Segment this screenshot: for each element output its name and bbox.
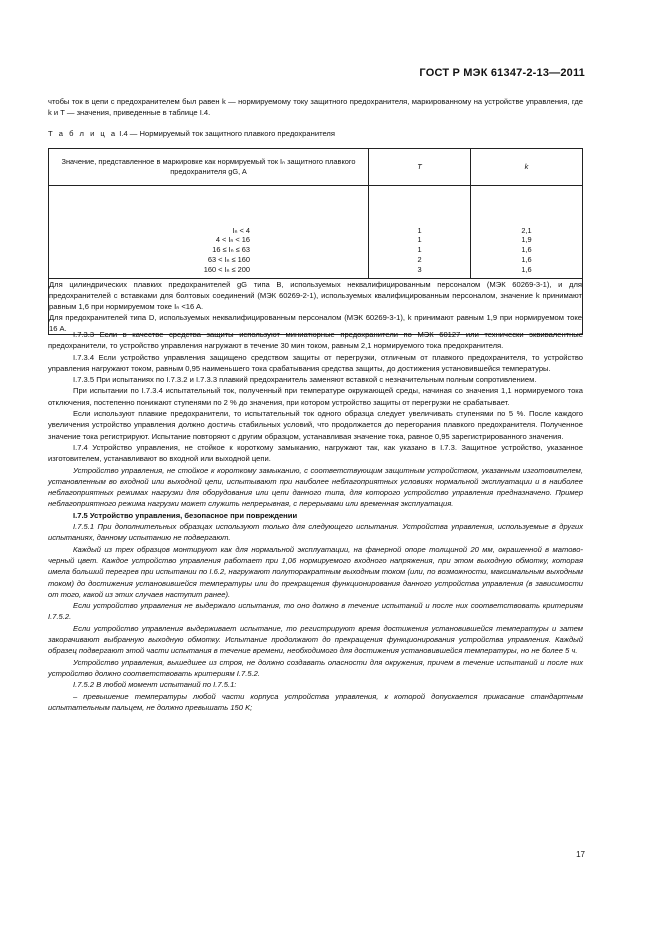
col-header-rated-current: Значение, представленное в маркировке как нормируемый ток Iₙ защитного плавкого предохранителя gG, A [49, 149, 369, 186]
paragraph-i752: I.7.5.2 В любой момент испытаний по I.7.5.1: [73, 680, 237, 690]
col-header-t-text: T [417, 162, 422, 171]
table-cell-t: 1 [417, 245, 422, 255]
paragraph-test-current: При испытании по I.7.3.4 испытательный ток, полученный при температуре окружающей среды, начиная со значения 1,1 нормируемого тока отключения, постепенно понижают ступенями по 2 % до значения, при котором устройство защиты от перегрузки не срабатывает. [48, 386, 583, 407]
paragraph-i734: I.7.3.4 Если устройство управления защищено средством защиты от перегрузки, отличным от плавкого предохранителя, то устройство управления нагружают током, равным 0,95 наименьшего тока срабатывания средства защиты, до достижения установившейся температуры. [48, 352, 583, 373]
table-values-row [49, 186, 583, 279]
paragraph-fuses: Если используют плавкие предохранители, то испытательный ток одного образца следует увеличивать ступенями по 5 %. После каждого увеличения устройство управления должно достичь стабильных условий, что продолжается до перегорания плавкого предохранителя. Полученное значение тока регистрируют. Испытание повторяют с другим образцом, устанавливая значение тока, равное 0,95 зарегистрированного значения. [48, 409, 583, 441]
fuse-current-table [48, 148, 583, 335]
t-column [369, 186, 471, 279]
table-caption-prefix: Т а б л и ц а [48, 129, 118, 138]
table-notes-row [49, 279, 583, 335]
paragraph-i733: I.7.3.3 Если в качестве средства защиты используют миниатюрные предохранители по МЭК 60127 или технически эквивалентные предохранители, то устройство управления нагружают в течение 30 мин током, равным 2,1 нормируемого тока предохранителя. [48, 330, 583, 351]
table-cell-k: 1,6 [521, 254, 532, 264]
table-caption-title: I.4 — Нормируемый ток защитного плавкого предохранителя [117, 129, 335, 138]
table-note-2: Для предохранителей типа D, используемых неквалифицированным персоналом (МЭК 60269-3-1), k принимают равным 1,9 при нормируемом токе 16 A. [49, 313, 582, 333]
section-heading-i75: I.7.5 Устройство управления, безопасное при повреждении [73, 510, 298, 520]
table-note-1: Для цилиндрических плавких предохранителей gG типа B, используемых неквалифицированным персоналом (МЭК 60269-3-1), и для предохранителей с вставками для болтовых соединений (МЭК 60269-2-1), используемых квалифицированным персоналом, значение k принимают равным 1,6 при нормируемом токе Iₙ <16 A. [49, 280, 582, 311]
table-cell-t: 2 [417, 254, 422, 264]
table-cell-k: 1,6 [521, 264, 532, 274]
col-header-k [471, 149, 583, 186]
paragraph-temperature-rise: – превышение температуры любой части корпуса устройства управления, к которой допускается прикасание стандартным испытательным пальцем, не должно превышать 150 K; [48, 691, 583, 712]
paragraph-failed: Если устройство управления не выдержало испытания, то оно должно в течение испытаний и после них соответствовать критериям I.7.5.2. [48, 601, 583, 622]
table-notes [49, 279, 583, 335]
document-header: ГОСТ Р МЭК 61347-2-13—2011 [419, 67, 585, 79]
table-cell-range: 63 < Iₙ ≤ 160 [207, 254, 250, 264]
table-cell-range: Iₙ < 4 [232, 225, 250, 235]
paragraph-i74: I.7.4 Устройство управления, не стойкое к короткому замыканию, нагружают так, как указано в I.7.3. Защитное устройство, указанное изготовителем, устанавливают во входной или выходной цепи. [48, 442, 583, 464]
intro-text: чтобы ток в цепи с предохранителем был равен k — нормируемому току защитного предохранителя, маркированному на устройстве управления, где k и T — значения, приведенные в таблице I.4. [48, 97, 583, 118]
table-caption [48, 129, 335, 138]
table-cell-range: 4 < Iₙ < 16 [215, 235, 250, 245]
paragraph-i751: I.7.5.1 При дополнительных образцах используют только для следующего испытания. Устройства управления, используемые в других испытаниях, данному испытанию не подвергают. [48, 522, 583, 543]
paragraph-out-of-order: Устройство управления, вышедшее из строя, не должно создавать опасности для окружения, причем в течение испытаний и после них устройство должно соответствовать критериям I.7.5.2. [48, 657, 583, 678]
table-cell-range: 160 < Iₙ ≤ 200 [203, 264, 250, 274]
table-cell-range: 16 ≤ Iₙ ≤ 63 [212, 245, 250, 255]
paragraph-passed: Если устройство управления выдерживает испытание, то регистрируют время достижения установившейся температуры и затем закорачивают выбранную выходную обмотку. Испытание продолжают до прекращения функционирования устройства управления. Каждый образец подвергают этой части испытания в течение времени, необходимого для достижения установившейся температуры, но не более 5 ч. [48, 623, 583, 656]
table-cell-t: 1 [417, 235, 422, 245]
intro-paragraph [48, 96, 583, 119]
paragraph-i735: I.7.3.5 При испытаниях по I.7.3.2 и I.7.3.3 плавкий предохранитель заменяют вставкой с незначительным полным сопротивлением. [73, 375, 537, 385]
table-cell-k: 1,9 [521, 235, 532, 245]
table-cell-t: 1 [417, 225, 422, 235]
body-text [48, 329, 583, 713]
table-header-row [49, 149, 583, 186]
table-cell-k: 2,1 [521, 225, 532, 235]
paragraph-short-circuit: Устройство управления, не стойкое к короткому замыканию, с соответствующим защитным устройством, указанным изготовителем, установленным во входной или выходной цепи, испытывают при наиболее неблагоприятных условиях нормальной эксплуатации и в наиболее неблагоприятных режимах нагрузки для оборудования или цепи данного типа, для которого устройство управления предназначено. Пример неблагоприятного режима нагрузки может служить непрерывная, с перерывами или временная эксплуатация. [48, 465, 583, 509]
paragraph-three-samples: Каждый из трех образцов монтируют как для нормальной эксплуатации, на фанерной опоре толщиной 20 мм, окрашенной в матово-черный цвет. Каждое устройство управления работает при 1,06 нормируемого входного напряжения, при этом выходную обмотку, которая имела больший перегрев при испытании по I.6.2, нагружают полуторакратным выходным током (или, по возможности, максимальным выходным током) до достижения установившейся температуры или до прекращения функционирования данного устройства управления (в зависимости от того, какой из этих случаев наступит ранее). [48, 544, 583, 599]
page-number: 17 [576, 850, 585, 859]
table-cell-k: 1,6 [521, 245, 532, 255]
col-header-k-text: k [524, 162, 529, 171]
k-column [471, 186, 583, 279]
table-cell-t: 3 [417, 264, 422, 274]
col-header-t [369, 149, 471, 186]
range-column [49, 186, 369, 279]
